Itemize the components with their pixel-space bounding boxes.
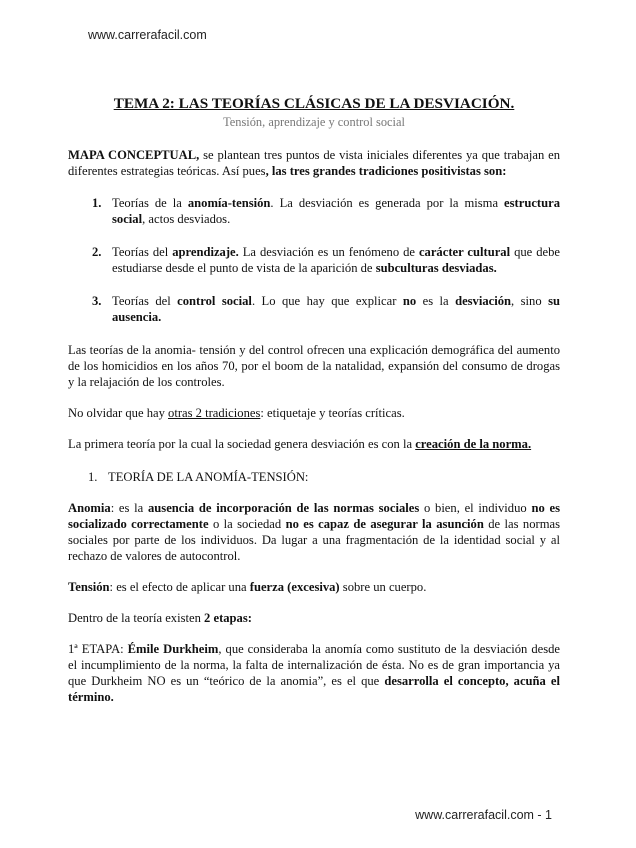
term-bold: Émile Durkheim bbox=[127, 642, 219, 656]
list-bold: subculturas desviadas. bbox=[375, 261, 497, 275]
term-bold: desarrolla el concepto, acuña el término. bbox=[68, 674, 560, 704]
term-bold: no es capaz de asegurar la asunción bbox=[285, 517, 484, 531]
other-traditions-paragraph bbox=[68, 405, 560, 421]
term-bold: fuerza (excesiva) bbox=[249, 580, 340, 594]
paragraph-text: 1ª ETAPA: bbox=[68, 642, 128, 656]
list-bold: desviación bbox=[455, 294, 512, 308]
list-text: Teorías del bbox=[112, 294, 178, 308]
intro-bold-2: , las tres grandes tradiciones positivistas son: bbox=[265, 164, 507, 178]
list-text: , sino bbox=[511, 294, 549, 308]
theories-paragraph: Las teorías de la anomia- tensión y del control ofrecen una explicación demográfica del aumento de los homicidios en los años 70, por el boom de la natalidad, expansión del consumo de drogas y la relajación de los controles. bbox=[68, 343, 560, 389]
list-text: La desviación es un fenómeno de bbox=[238, 245, 419, 259]
site-footer: www.carrerafacil.com - 1 bbox=[415, 808, 552, 822]
list-text: . Lo que hay que explicar bbox=[251, 294, 403, 308]
term-bold: Anomia bbox=[68, 501, 111, 515]
paragraph-text: sobre un cuerpo. bbox=[339, 580, 427, 594]
term-bold: 2 etapas: bbox=[204, 611, 252, 625]
list-text: que debe estudiarse desde el punto de vista de la aparición de bbox=[112, 245, 560, 275]
section-title: TEORÍA DE LA ANOMÍA-TENSIÓN: bbox=[108, 470, 309, 484]
first-theory-paragraph bbox=[68, 436, 560, 452]
bold-underlined-text: creación de la norma. bbox=[415, 437, 532, 451]
etapa1-paragraph bbox=[68, 641, 560, 705]
term-bold: ausencia de incorporación de las normas sociales bbox=[148, 501, 420, 515]
list-text: , actos desviados. bbox=[142, 212, 231, 226]
list-text: . La desviación es generada por la misma bbox=[270, 196, 505, 210]
underlined-text: otras 2 tradiciones bbox=[168, 406, 261, 420]
paragraph-text: : etiquetaje y teorías críticas. bbox=[260, 406, 405, 420]
section-heading bbox=[68, 469, 560, 485]
list-bold: no bbox=[402, 294, 417, 308]
list-bold: su ausencia. bbox=[112, 294, 560, 324]
list-bold: estructura social bbox=[112, 196, 560, 226]
document-title: TEMA 2: LAS TEORÍAS CLÁSICAS DE LA DESVIACIÓN. bbox=[113, 95, 515, 112]
list-text: Teorías del bbox=[112, 245, 173, 259]
list-bold: control social bbox=[177, 294, 252, 308]
paragraph-text: de las normas sociales por parte de los individuos. Da lugar a una fragmentación de la identidad social y al rechazo de valores de autocontrol. bbox=[68, 517, 560, 563]
traditions-list bbox=[68, 195, 560, 325]
document-body bbox=[68, 95, 560, 705]
list-item bbox=[68, 293, 560, 325]
list-item bbox=[68, 195, 560, 227]
term-bold: Tensión bbox=[68, 580, 110, 594]
stages-paragraph bbox=[68, 610, 560, 626]
list-number: 1. bbox=[92, 196, 102, 210]
intro-bold-1: MAPA CONCEPTUAL, bbox=[68, 148, 200, 162]
term-bold: no es socializado correctamente bbox=[68, 501, 560, 531]
paragraph-text: La primera teoría por la cual la sociedad genera desviación es con la bbox=[68, 437, 416, 451]
list-number: 3. bbox=[92, 294, 102, 308]
list-bold: anomía-tensión bbox=[187, 196, 271, 210]
section-number: 1. bbox=[88, 470, 98, 484]
paragraph-text: o bien, el individuo bbox=[419, 501, 532, 515]
intro-text-1: se plantean tres puntos de vista iniciales diferentes ya que trabajan en diferentes estrategias teóricas. Así pues bbox=[68, 148, 560, 178]
anomia-paragraph bbox=[68, 500, 560, 564]
intro-paragraph bbox=[68, 147, 560, 179]
paragraph-text: : es el efecto de aplicar una bbox=[109, 580, 250, 594]
tension-paragraph bbox=[68, 579, 560, 595]
document-subtitle: Tensión, aprendizaje y control social bbox=[223, 115, 405, 129]
paragraph-text: No olvidar que hay bbox=[68, 406, 169, 420]
paragraph-text: : es la bbox=[110, 501, 148, 515]
list-item bbox=[68, 244, 560, 276]
list-bold: carácter cultural bbox=[418, 245, 511, 259]
paragraph-text: , que consideraba la anomía como sustituto de la desviación desde el incumplimiento de la norma, la falta de internalización de ésta. No es de gran importancia ya que Durkheim NO es un “teórico de la anomia”, es el que bbox=[68, 642, 560, 688]
list-bold: aprendizaje. bbox=[172, 245, 239, 259]
site-header: www.carrerafacil.com bbox=[88, 28, 207, 42]
paragraph-text: Dentro de la teoría existen bbox=[68, 611, 205, 625]
paragraph-text: o la sociedad bbox=[208, 517, 286, 531]
list-text: Teorías de la bbox=[112, 196, 188, 210]
list-number: 2. bbox=[92, 245, 102, 259]
list-text: es la bbox=[416, 294, 456, 308]
